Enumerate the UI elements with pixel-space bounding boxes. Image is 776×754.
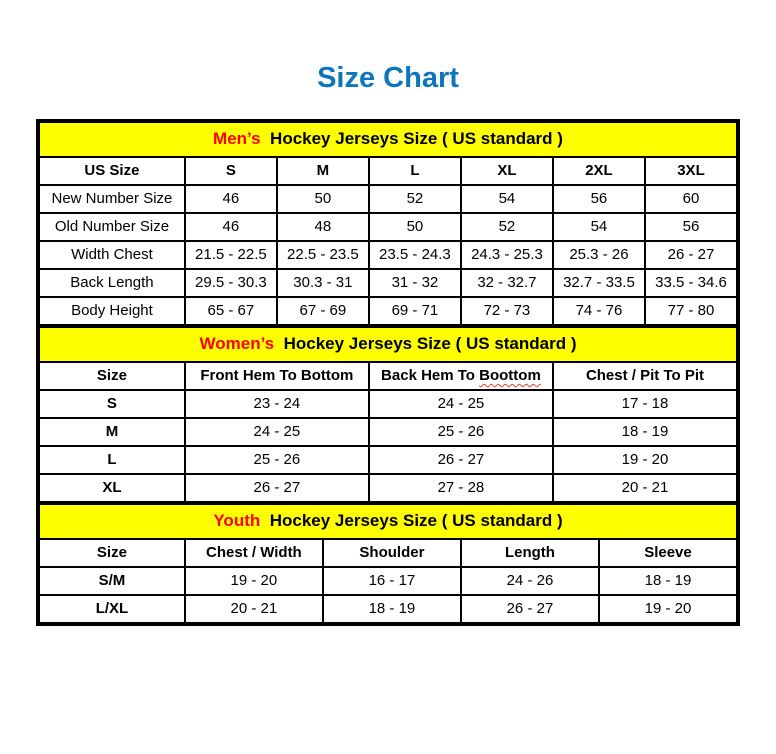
value-cell: 18 - 19 — [599, 567, 737, 595]
value-cell: 26 - 27 — [461, 595, 599, 623]
value-cell: 52 — [461, 213, 553, 241]
section-title-text: Hockey Jerseys Size ( US standard ) — [265, 511, 563, 531]
table-row — [39, 567, 737, 595]
column-header-label: Shoulder — [359, 543, 425, 561]
section-band — [39, 504, 737, 539]
value-cell: 25 - 26 — [185, 446, 369, 474]
column-header-cell — [323, 539, 461, 567]
value-cell: 72 - 73 — [461, 297, 553, 325]
column-header-label: XL — [497, 161, 517, 179]
row-label-cell: Width Chest — [39, 241, 185, 269]
value-cell: 16 - 17 — [323, 567, 461, 595]
value-cell: 23.5 - 24.3 — [369, 241, 461, 269]
table-row — [39, 595, 737, 623]
column-header-row — [39, 362, 737, 390]
column-header-cell — [369, 362, 553, 390]
value-cell: 52 — [369, 185, 461, 213]
value-cell: 19 - 20 — [599, 595, 737, 623]
size-chart-tables — [36, 119, 740, 626]
value-cell: 60 — [645, 185, 737, 213]
value-cell: 26 - 27 — [369, 446, 553, 474]
column-header-cell — [39, 539, 185, 567]
table-row — [39, 241, 737, 269]
column-header-cell — [553, 362, 737, 390]
table-row — [39, 418, 737, 446]
row-label-cell: M — [39, 418, 185, 446]
column-header-label: Back Hem To — [381, 366, 480, 384]
row-label-cell: New Number Size — [39, 185, 185, 213]
column-header-label: Chest / Pit To Pit — [585, 366, 704, 384]
value-cell: 65 - 67 — [185, 297, 277, 325]
column-header-cell — [185, 157, 277, 185]
column-header-cell — [645, 157, 737, 185]
page-title: Size Chart — [317, 62, 459, 94]
value-cell: 46 — [185, 213, 277, 241]
column-header-label: Front Hem To Bottom — [200, 366, 354, 384]
table-row — [39, 213, 737, 241]
mens-size-table — [38, 121, 738, 326]
value-cell: 54 — [553, 213, 645, 241]
section-title-cell — [39, 122, 737, 157]
section-title-cell — [39, 504, 737, 539]
value-cell: 21.5 - 22.5 — [185, 241, 277, 269]
column-header-label: L — [410, 161, 420, 179]
column-header-label: Sleeve — [644, 543, 692, 561]
row-label-cell: L/XL — [39, 595, 185, 623]
column-header-cell — [39, 157, 185, 185]
section-band — [39, 122, 737, 157]
section-band — [39, 327, 737, 362]
youth-size-table — [38, 503, 738, 624]
column-header-label: Chest / Width — [206, 543, 302, 561]
value-cell: 69 - 71 — [369, 297, 461, 325]
column-header-label: M — [316, 161, 330, 179]
column-header-label: S — [225, 161, 236, 179]
value-cell: 19 - 20 — [553, 446, 737, 474]
section-title-accent: Men’s — [213, 129, 261, 149]
value-cell: 31 - 32 — [369, 269, 461, 297]
column-header-cell — [461, 157, 553, 185]
value-cell: 46 — [185, 185, 277, 213]
value-cell: 18 - 19 — [553, 418, 737, 446]
column-header-label: 3XL — [677, 161, 705, 179]
column-header-cell — [461, 539, 599, 567]
misspelled-word: Boottom — [479, 366, 541, 384]
value-cell: 24.3 - 25.3 — [461, 241, 553, 269]
value-cell: 50 — [277, 185, 369, 213]
value-cell: 20 - 21 — [553, 474, 737, 502]
table-row — [39, 185, 737, 213]
value-cell: 77 - 80 — [645, 297, 737, 325]
row-label-cell: Old Number Size — [39, 213, 185, 241]
section-title-accent: Youth — [213, 511, 261, 531]
section-title-text: Hockey Jerseys Size ( US standard ) — [278, 334, 577, 354]
value-cell: 29.5 - 30.3 — [185, 269, 277, 297]
womens-size-table — [38, 326, 738, 503]
table-row — [39, 474, 737, 502]
value-cell: 26 - 27 — [645, 241, 737, 269]
value-cell: 27 - 28 — [369, 474, 553, 502]
column-header-label: Size — [96, 543, 127, 561]
row-label-cell: L — [39, 446, 185, 474]
value-cell: 50 — [369, 213, 461, 241]
value-cell: 32.7 - 33.5 — [553, 269, 645, 297]
table-row — [39, 446, 737, 474]
column-header-cell — [185, 362, 369, 390]
row-label-cell: S/M — [39, 567, 185, 595]
section-title-text: Hockey Jerseys Size ( US standard ) — [265, 129, 563, 149]
table-row — [39, 297, 737, 325]
value-cell: 22.5 - 23.5 — [277, 241, 369, 269]
value-cell: 19 - 20 — [185, 567, 323, 595]
section-title-cell — [39, 327, 737, 362]
table-row — [39, 390, 737, 418]
value-cell: 67 - 69 — [277, 297, 369, 325]
column-header-cell — [39, 362, 185, 390]
column-header-label: US Size — [84, 161, 140, 179]
value-cell: 30.3 - 31 — [277, 269, 369, 297]
value-cell: 24 - 26 — [461, 567, 599, 595]
column-header-row — [39, 539, 737, 567]
row-label-cell: Back Length — [39, 269, 185, 297]
value-cell: 24 - 25 — [185, 418, 369, 446]
value-cell: 32 - 32.7 — [461, 269, 553, 297]
column-header-cell — [369, 157, 461, 185]
column-header-cell — [599, 539, 737, 567]
value-cell: 33.5 - 34.6 — [645, 269, 737, 297]
value-cell: 23 - 24 — [185, 390, 369, 418]
row-label-cell: S — [39, 390, 185, 418]
value-cell: 74 - 76 — [553, 297, 645, 325]
value-cell: 54 — [461, 185, 553, 213]
size-chart-page — [0, 62, 776, 626]
value-cell: 25.3 - 26 — [553, 241, 645, 269]
value-cell: 18 - 19 — [323, 595, 461, 623]
value-cell: 56 — [645, 213, 737, 241]
value-cell: 56 — [553, 185, 645, 213]
value-cell: 20 - 21 — [185, 595, 323, 623]
value-cell: 25 - 26 — [369, 418, 553, 446]
column-header-row — [39, 157, 737, 185]
column-header-cell — [277, 157, 369, 185]
value-cell: 26 - 27 — [185, 474, 369, 502]
column-header-cell — [553, 157, 645, 185]
row-label-cell: XL — [39, 474, 185, 502]
table-row — [39, 269, 737, 297]
row-label-cell: Body Height — [39, 297, 185, 325]
value-cell: 17 - 18 — [553, 390, 737, 418]
column-header-cell — [185, 539, 323, 567]
section-title-accent: Women’s — [199, 334, 275, 354]
value-cell: 24 - 25 — [369, 390, 553, 418]
column-header-label: Length — [504, 543, 555, 561]
value-cell: 48 — [277, 213, 369, 241]
column-header-label: Size — [96, 366, 127, 384]
column-header-label: 2XL — [585, 161, 613, 179]
